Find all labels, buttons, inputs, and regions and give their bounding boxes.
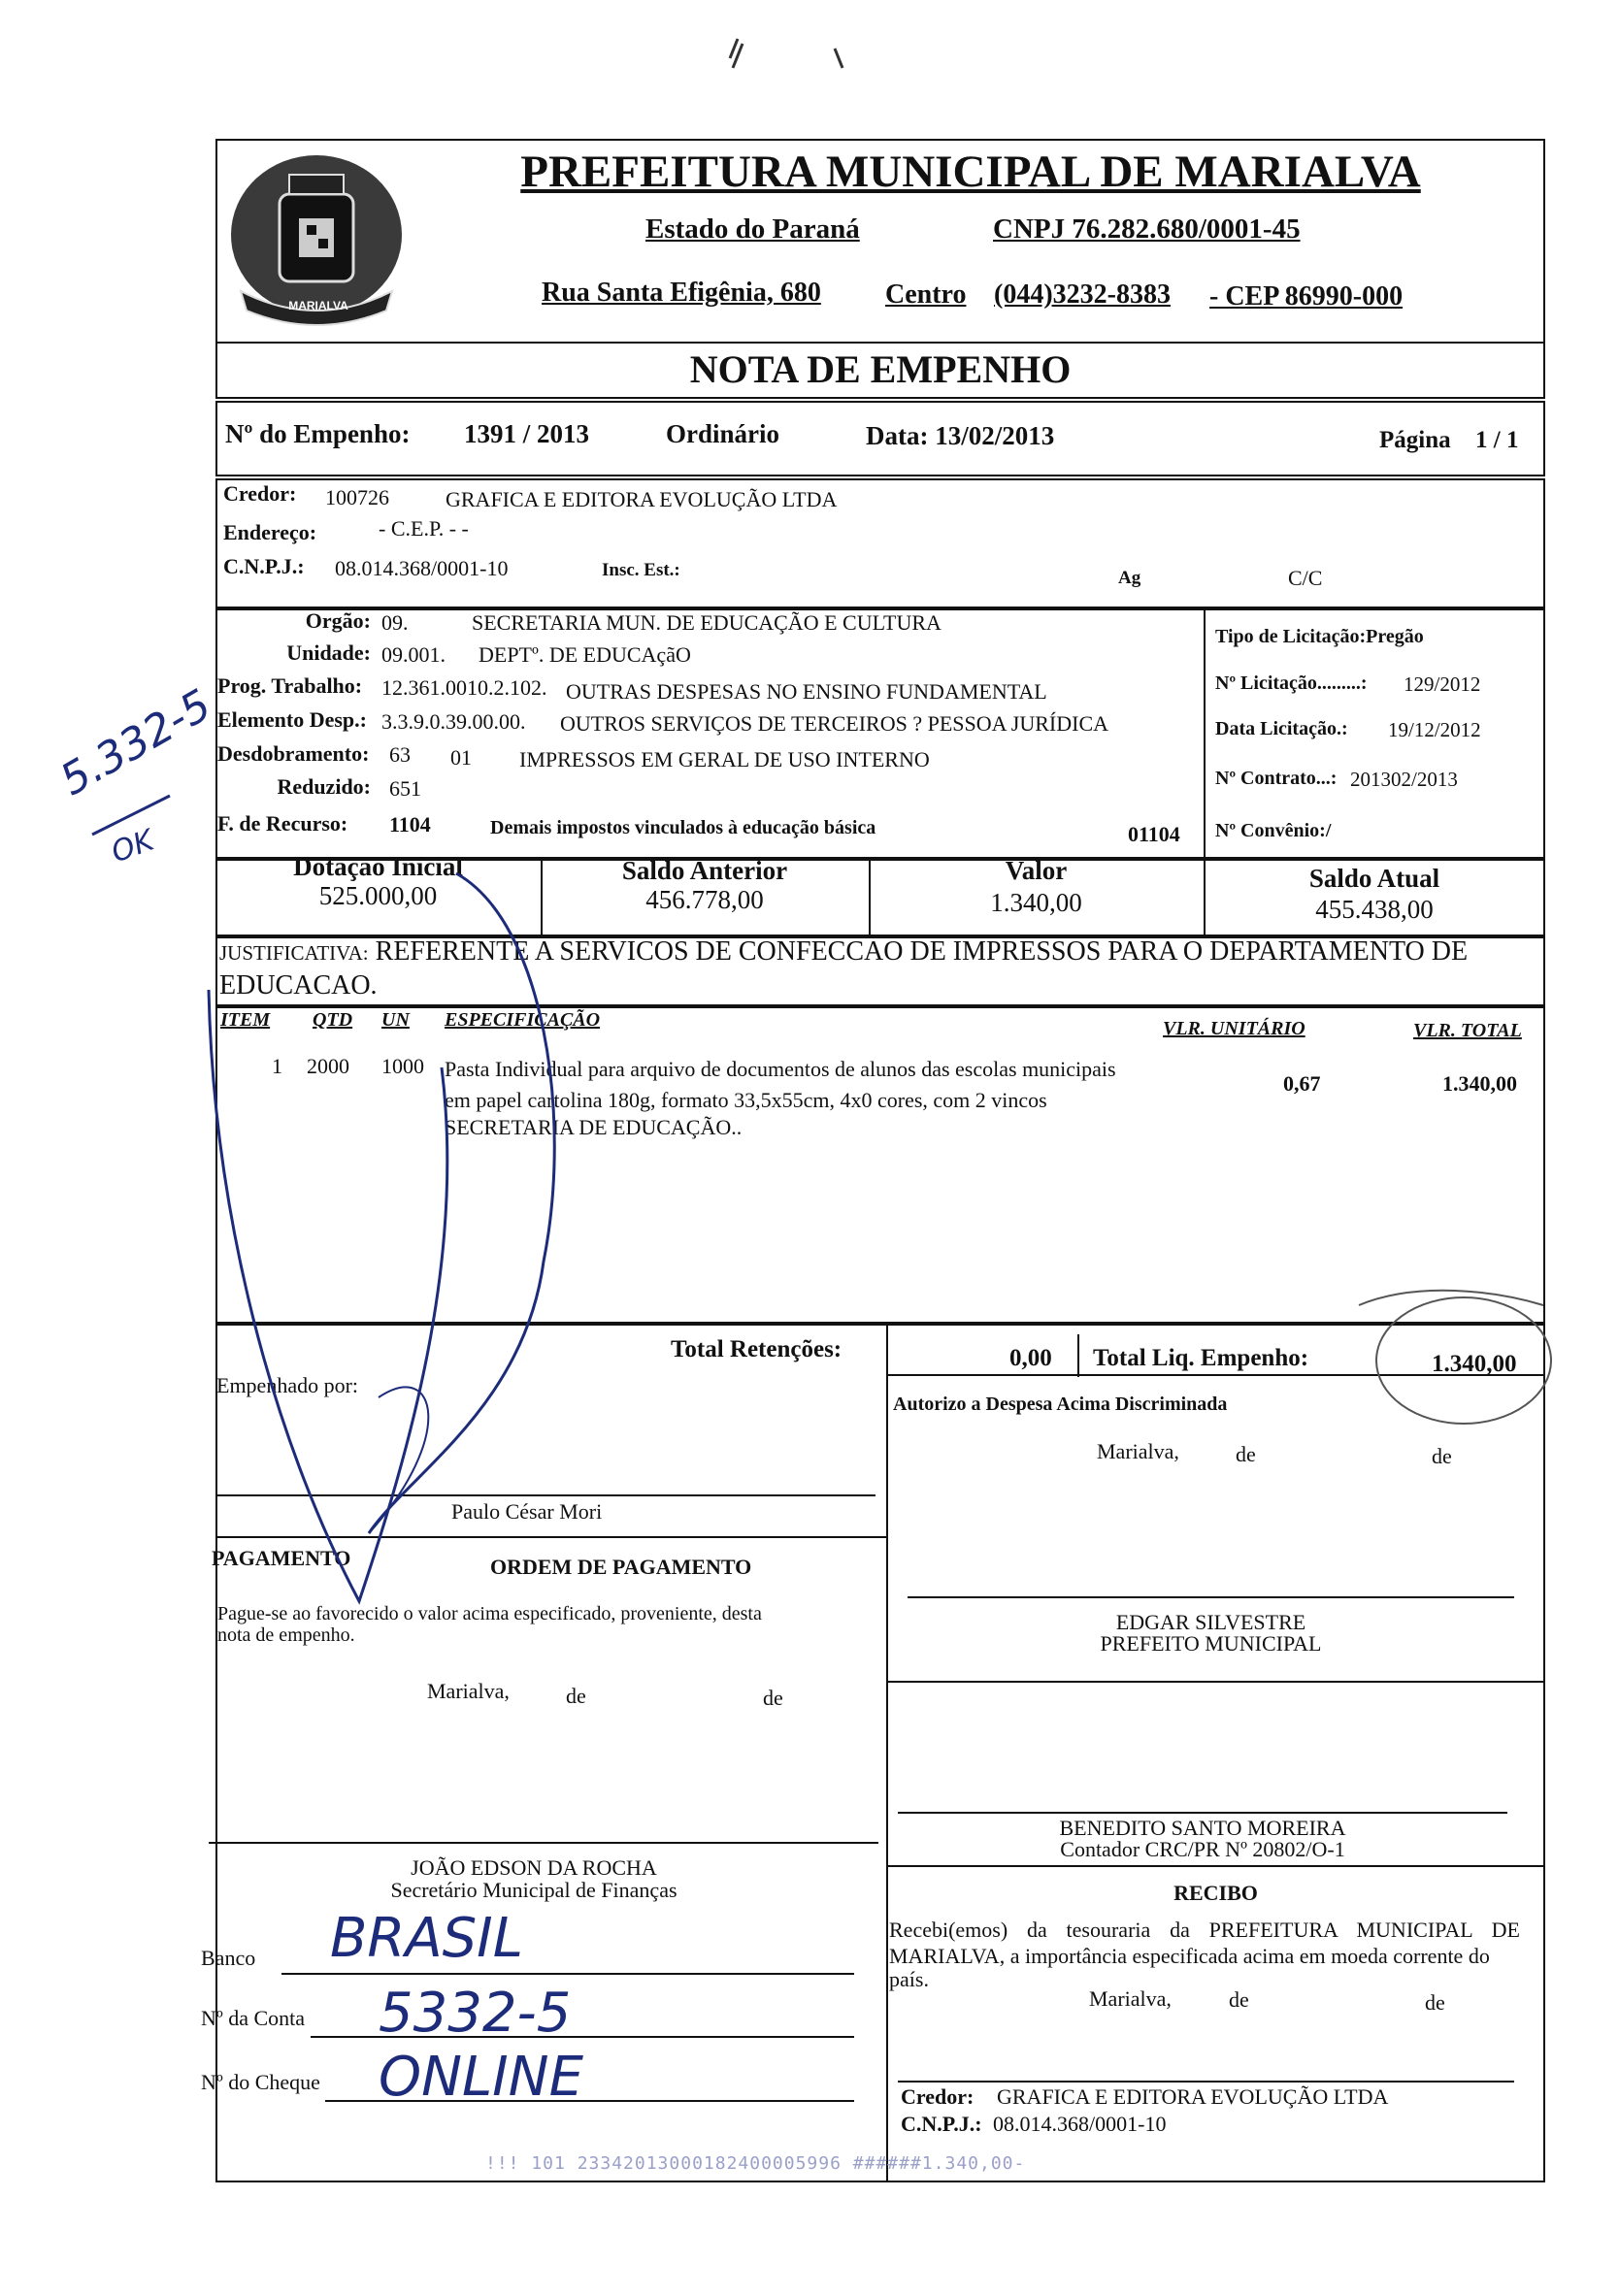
recibo-line3: país. [889,1967,929,1991]
item-number: 1 [272,1054,282,1078]
elem-label: Elemento Desp.: [217,707,367,732]
prefeito-nome: EDGAR SILVESTRE [1115,1610,1306,1634]
retencoes-label: Total Retenções: [671,1336,843,1362]
pagamento-label: PAGAMENTO [212,1546,351,1570]
prog-label: Prog. Trabalho: [217,673,363,698]
orgao-name: SECRETARIA MUN. DE EDUCAÇÃO E CULTURA [472,610,942,635]
recibo-city: Marialva, [1089,1986,1172,2011]
justificativa-label: JUSTIFICATIVA: [219,941,369,965]
valor-label: Valor [1005,856,1068,885]
contador-nome: BENEDITO SANTO MOREIRA [1059,1816,1346,1840]
col-item: ITEM [220,1009,271,1031]
saldo-atual-label: Saldo Atual [1308,864,1440,893]
header-district: Centro [885,279,967,310]
document-title: NOTA DE EMPENHO [689,347,1072,391]
contrato-value: 201302/2013 [1350,768,1458,791]
recibo-line2: MARIALVA, a importância especificada acima em moeda corrente do [889,1944,1490,1968]
empenhado-label: Empenhado por: [216,1373,359,1397]
liq-label: Total Liq. Empenho: [1093,1345,1309,1371]
dotacao-label: Dotação Inicial [293,852,463,881]
ag-label: Ag [1118,568,1141,588]
contador-cargo: Contador CRC/PR Nº 20802/O-1 [1060,1837,1345,1861]
recurso-label: F. de Recurso: [217,811,348,836]
recurso-code: 1104 [389,812,431,836]
unidade-code: 09.001. [381,642,446,667]
col-un: UN [381,1009,410,1031]
secretario-cargo: Secretário Municipal de Finanças [390,1878,677,1902]
recurso-code2: 01104 [1128,822,1180,846]
autorizo-text: Autorizo a Despesa Acima Discriminada [893,1394,1228,1415]
handwritten-ok: OK [107,823,158,870]
saldo-anterior-label: Saldo Anterior [621,856,788,885]
valor-value: 1.340,00 [990,888,1082,917]
justificativa-text1: REFERENTE A SERVICOS DE CONFECCAO DE IMPRESSOS PARA O DEPARTAMENTO DE [375,936,1469,967]
header-address: Rua Santa Efigênia, 680 [542,278,821,308]
pague-line2: nota de empenho. [217,1624,355,1646]
address-value: - C.E.P. - - [379,516,469,541]
municipality-title: PREFEITURA MUNICIPAL DE MARIALVA [520,147,1421,197]
crest-banner-text: MARIALVA [288,299,348,312]
bottom-cnpj-label: C.N.P.J.: [901,2112,982,2136]
elem-name: OUTROS SERVIÇOS DE TERCEIROS ? PESSOA JURÍDICA [560,711,1109,736]
secretario-nome: JOÃO EDSON DA ROCHA [411,1855,657,1880]
ordem-label: ORDEM DE PAGAMENTO [490,1555,752,1579]
desd-code: 63 [389,742,411,767]
bottom-cnpj: 08.014.368/0001-10 [993,2112,1167,2136]
pague-line1: Pague-se ao favorecido o valor acima especificado, proveniente, desta [217,1603,762,1624]
licitacao-numero-label: Nº Licitação.........: [1215,672,1368,694]
col-unit: VLR. UNITÁRIO [1163,1018,1305,1039]
elem-code: 3.3.9.0.39.00.00. [381,709,526,734]
empenho-number: 1391 / 2013 [464,419,590,448]
pagamento-city: Marialva, [427,1679,510,1703]
cheque-label: Nº do Cheque [201,2070,320,2094]
desd-sub: 01 [450,745,472,770]
prog-code: 12.361.0010.2.102. [381,675,547,700]
unidade-label: Unidade: [286,640,371,665]
licitacao-data: 19/12/2012 [1388,718,1481,741]
header-phone: (044)3232-8383 [994,279,1171,310]
page-label: Página [1379,427,1451,453]
item-spec2: em papel cartolina 180g, formato 33,5x55cm, 4x0 cores, com 2 vincos [445,1088,1047,1112]
cc-label: C/C [1288,566,1323,590]
col-total: VLR. TOTAL [1413,1020,1522,1041]
banco-label: Banco [201,1946,256,1970]
convenio-label: Nº Convênio:/ [1215,820,1332,841]
retencoes-value: 0,00 [1009,1345,1052,1371]
insc-est-label: Insc. Est.: [602,560,680,580]
licitacao-tipo: Tipo de Licitação:Pregão [1215,626,1424,647]
saldo-atual-value: 455.438,00 [1315,895,1434,924]
desd-label: Desdobramento: [217,741,370,766]
contrato-label: Nº Contrato...: [1215,768,1338,789]
recibo-line1: Recebi(emos) da tesouraria da PREFEITURA MUNICIPAL DE [889,1918,1520,1942]
handwritten-banco: BRASIL [330,1907,523,1970]
unidade-name: DEPTº. DE EDUCAçãO [479,642,691,667]
licitacao-data-label: Data Licitação.: [1215,718,1348,739]
recurso-name: Demais impostos vinculados à educação básica [490,817,876,838]
desd-name: IMPRESSOS EM GERAL DE USO INTERNO [519,747,930,771]
pagamento-de1: de [566,1684,586,1708]
handwritten-conta: 5332-5 [379,1982,572,2045]
bottom-credor-name: GRAFICA E EDITORA EVOLUÇÃO LTDA [997,2084,1389,2109]
orgao-label: Orgão: [305,608,371,633]
reduzido-label: Reduzido: [277,774,371,799]
handwritten-side-note: 5.332-5 [51,679,220,806]
credor-cnpj-label: C.N.P.J.: [223,554,305,578]
bottom-credor-label: Credor: [901,2084,975,2109]
empenho-type: Ordinário [666,419,780,448]
pagamento-de2: de [763,1686,783,1710]
state-name: Estado do Paraná [645,213,860,245]
col-qtd: QTD [313,1009,353,1031]
header-cnpj: CNPJ 76.282.680/0001-45 [993,213,1301,245]
item-un: 1000 [381,1054,424,1078]
col-spec: ESPECIFICAÇÃO [445,1009,601,1031]
credor-name: GRAFICA E EDITORA EVOLUÇÃO LTDA [446,487,838,511]
credor-cnpj: 08.014.368/0001-10 [335,556,509,580]
conta-label: Nº da Conta [201,2006,306,2030]
autorizo-de2: de [1432,1444,1452,1468]
recibo-de2: de [1425,1990,1445,2015]
prog-name: OUTRAS DESPESAS NO ENSINO FUNDAMENTAL [566,679,1047,704]
prefeito-cargo: PREFEITO MUNICIPAL [1100,1631,1322,1656]
liq-value: 1.340,00 [1432,1351,1517,1377]
item-spec3: SECRETARIA DE EDUCAÇÃO.. [445,1115,743,1139]
item-unit-price: 0,67 [1283,1071,1321,1096]
page-number: 1 / 1 [1475,427,1519,453]
recibo-de1: de [1229,1987,1249,2012]
item-total: 1.340,00 [1442,1071,1517,1096]
justificativa-line2: EDUCACAO. [219,970,378,1000]
barcode-text: !!! 101 23342013000182400005996 ######1.340,00- [485,2153,1026,2174]
autorizo-de1: de [1236,1442,1256,1466]
item-spec1: Pasta Individual para arquivo de documentos de alunos das escolas municipais [445,1057,1116,1081]
dotacao-value: 525.000,00 [318,881,438,910]
address-label: Endereço: [223,520,317,544]
orgao-code: 09. [381,610,409,635]
saldo-anterior-value: 456.778,00 [645,885,764,914]
credor-label: Credor: [223,481,297,506]
empenho-date: Data: 13/02/2013 [866,421,1055,450]
recibo-label: RECIBO [1173,1881,1258,1905]
header-cep: - CEP 86990-000 [1209,281,1404,312]
licitacao-numero: 129/2012 [1404,672,1481,696]
autorizo-city: Marialva, [1097,1439,1179,1463]
reduzido-code: 651 [389,776,421,801]
handwritten-cheque: ONLINE [379,2046,583,2109]
item-qtd: 2000 [307,1054,349,1078]
empenho-number-label: Nº do Empenho: [225,419,411,448]
credor-code: 100726 [325,485,389,509]
empenhado-nome: Paulo César Mori [451,1499,603,1524]
